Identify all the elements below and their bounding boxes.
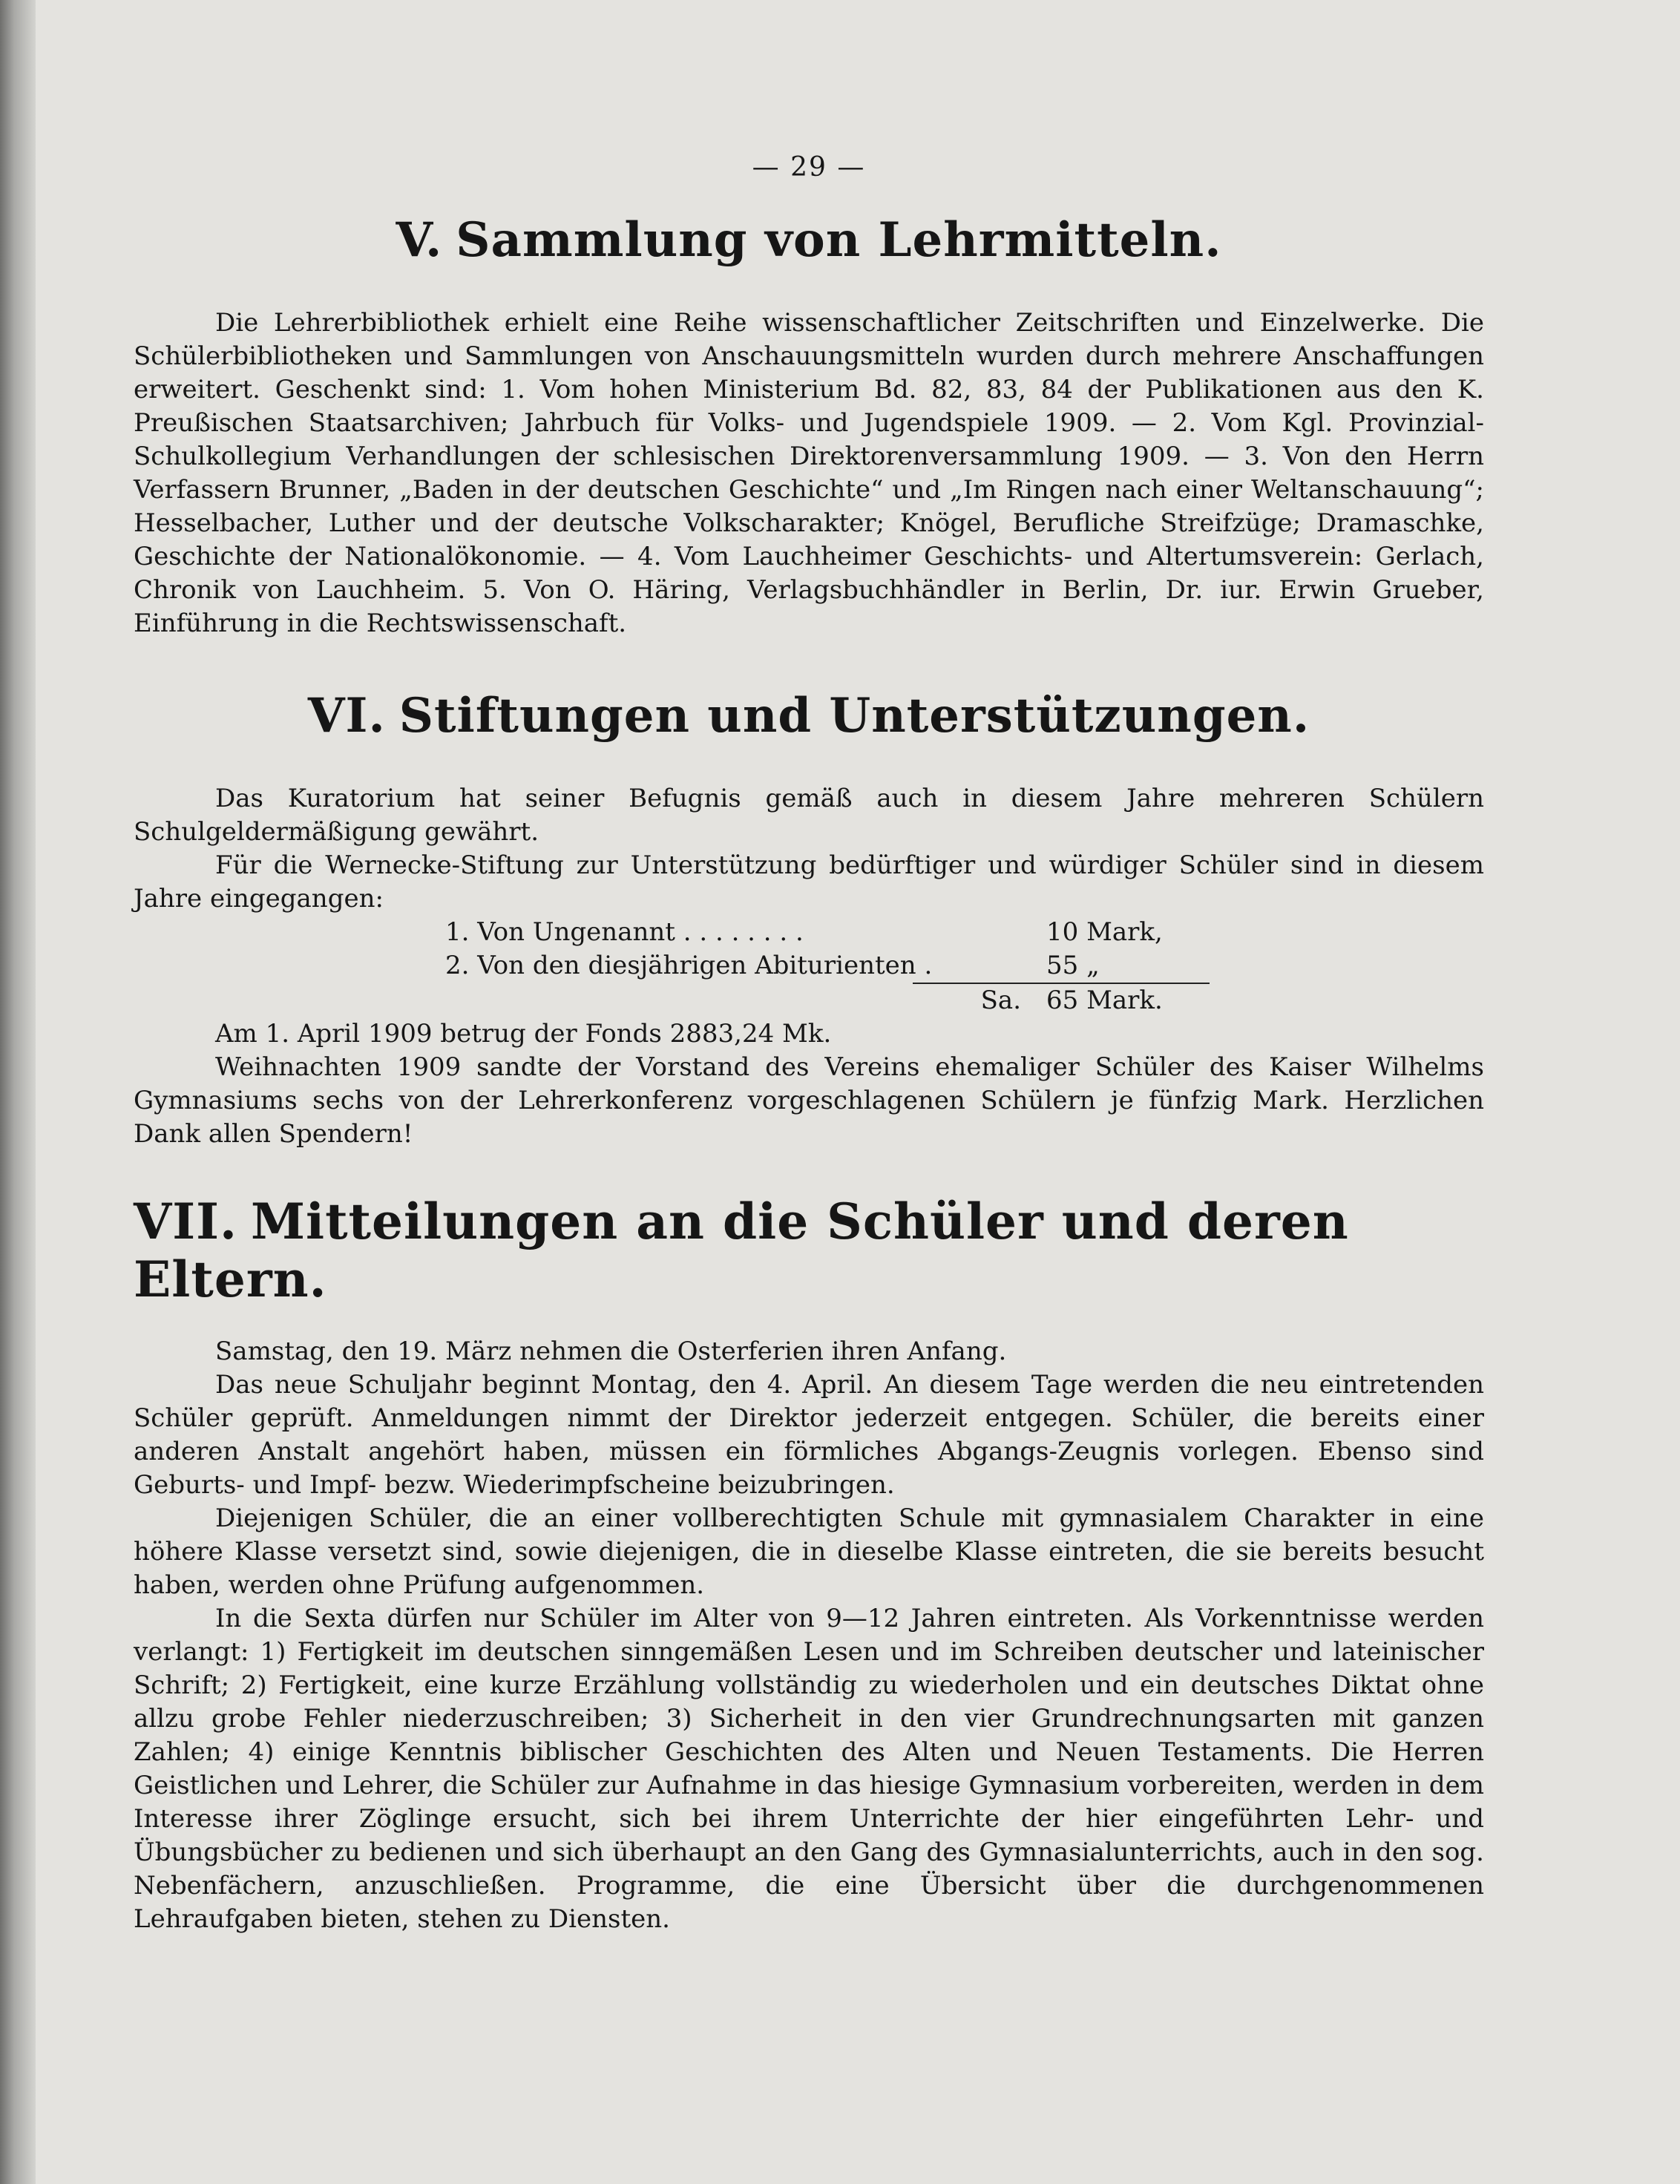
donation-amount: 10 Mark,	[1046, 917, 1163, 947]
donation-label: 1. Von Ungenannt . . . . . . . .	[445, 917, 804, 947]
section-6	[134, 688, 1484, 1151]
section-6-paragraph-2: Für die Wernecke-Stiftung zur Unterstützung bedürftiger und würdiger Schüler sind in diesem Jahre eingegangen:	[134, 850, 1484, 914]
section-6-numeral: VI.	[307, 688, 386, 744]
section-7-paragraph-1: Samstag, den 19. März nehmen die Osterferien ihren Anfang.	[215, 1337, 1007, 1366]
section-7-heading	[134, 1193, 1484, 1308]
section-6-title: Stiftungen und Unterstützungen.	[398, 688, 1310, 744]
donation-row	[445, 949, 1210, 983]
donation-amount: 55 „	[1046, 951, 1100, 980]
donation-sum-amount: 65 Mark.	[1046, 986, 1163, 1015]
donation-row	[445, 916, 1210, 949]
section-7-title: Mitteilungen an die Schüler und deren Eltern.	[134, 1193, 1349, 1308]
donation-sum-row	[913, 983, 1210, 1017]
donation-label: 2. Von den diesjährigen Abiturienten .	[445, 951, 933, 980]
section-6-heading	[134, 688, 1484, 744]
page-content	[134, 152, 1484, 1969]
section-7-paragraph-3: Diejenigen Schüler, die an einer vollberechtigten Schule mit gymnasialem Charakter in eine höhere Klasse versetzt sind, sowie diejenigen, die in dieselbe Klasse eintreten, die sie bereits besucht haben, werden ohne Prüfung aufgenommen.	[134, 1503, 1484, 1600]
section-7-numeral: VII.	[134, 1193, 237, 1250]
page-number: — 29 —	[752, 152, 866, 183]
section-6-paragraph-1: Das Kuratorium hat seiner Befugnis gemäß auch in diesem Jahre mehreren Schülern Schulgeldermäßigung gewährt.	[134, 784, 1484, 847]
section-5-numeral: V.	[396, 212, 443, 268]
section-6-paragraph-4: Weihnachten 1909 sandte der Vorstand des Vereins ehemaliger Schüler des Kaiser Wilhelms Gymnasiums sechs von der Lehrerkonferenz vorgeschlagenen Schülern je fünfzig Mark. Herzlichen Dank allen Spendern!	[134, 1052, 1484, 1149]
section-6-paragraph-3: Am 1. April 1909 betrug der Fonds 2883,24 Mk.	[215, 1019, 832, 1049]
section-7	[134, 1193, 1484, 1936]
section-7-paragraph-2: Das neue Schuljahr beginnt Montag, den 4. April. An diesem Tage werden die neu eintretenden Schüler geprüft. Anmeldungen nimmt der Direktor jederzeit entgegen. Schüler, die bereits einer anderen Anstalt angehört haben, müssen ein förmliches Abgangs-Zeugnis vorlegen. Ebenso sind Geburts- und Impf- bezw. Wiederimpfscheine beizubringen.	[134, 1370, 1484, 1500]
donation-sum-label: Sa.	[980, 986, 1021, 1015]
section-5	[134, 212, 1484, 640]
section-5-heading	[134, 212, 1484, 268]
section-7-paragraph-4: In die Sexta dürfen nur Schüler im Alter von 9—12 Jahren eintreten. Als Vorkenntnisse werden verlangt: 1) Fertigkeit im deutschen sinngemäßen Lesen und im Schreiben deutscher und lateinischer Schrift; 2) Fertigkeit, eine kurze Erzählung vollständig zu wiederholen und ein deutsches Diktat ohne allzu grobe Fehler niederzuschreiben; 3) Sicherheit in den vier Grundrechnungsarten mit ganzen Zahlen; 4) einige Kenntnis biblischer Geschichten des Alten und Neuen Testaments. Die Herren Geistlichen und Lehrer, die Schüler zur Aufnahme in das hiesige Gymnasium vorbereiten, werden in dem Interesse ihrer Zöglinge ersucht, sich bei ihrem Unterrichte der hier eingeführten Lehr- und Übungsbücher zu bedienen und sich überhaupt an den Gang des Gymnasialunterrichts, auch in den sog. Nebenfächern, anzuschließen. Programme, die eine Übersicht über die durchgenommenen Lehraufgaben bieten, stehen zu Diensten.	[134, 1604, 1484, 1934]
section-5-paragraph: Die Lehrerbibliothek erhielt eine Reihe wissenschaftlicher Zeitschriften und Einzelwerke. Die Schülerbibliotheken und Sammlungen von Anschauungsmitteln wurden durch mehrere Anschaffungen erweitert. Geschenkt sind: 1. Vom hohen Ministerium Bd. 82, 83, 84 der Publikationen aus den K. Preußischen Staatsarchiven; Jahrbuch für Volks- und Jugendspiele 1909. — 2. Vom Kgl. Provinzial-Schulkollegium Verhandlungen der schlesischen Direktorenversammlung 1909. — 3. Von den Herrn Verfassern Brunner, „Baden in der deutschen Geschichte“ und „Im Ringen nach einer Weltanschauung“; Hesselbacher, Luther und der deutsche Volkscharakter; Knögel, Berufliche Streifzüge; Dramaschke, Geschichte der Nationalökonomie. — 4. Vom Lauchheimer Geschichts- und Altertumsverein: Gerlach, Chronik von Lauchheim. 5. Von O. Häring, Verlagsbuchhändler in Berlin, Dr. iur. Erwin Grueber, Einführung in die Rechtswissenschaft.	[134, 308, 1484, 638]
book-spine-shadow	[0, 0, 36, 2184]
donation-list	[445, 916, 1210, 1017]
section-5-title: Sammlung von Lehrmitteln.	[456, 212, 1222, 268]
